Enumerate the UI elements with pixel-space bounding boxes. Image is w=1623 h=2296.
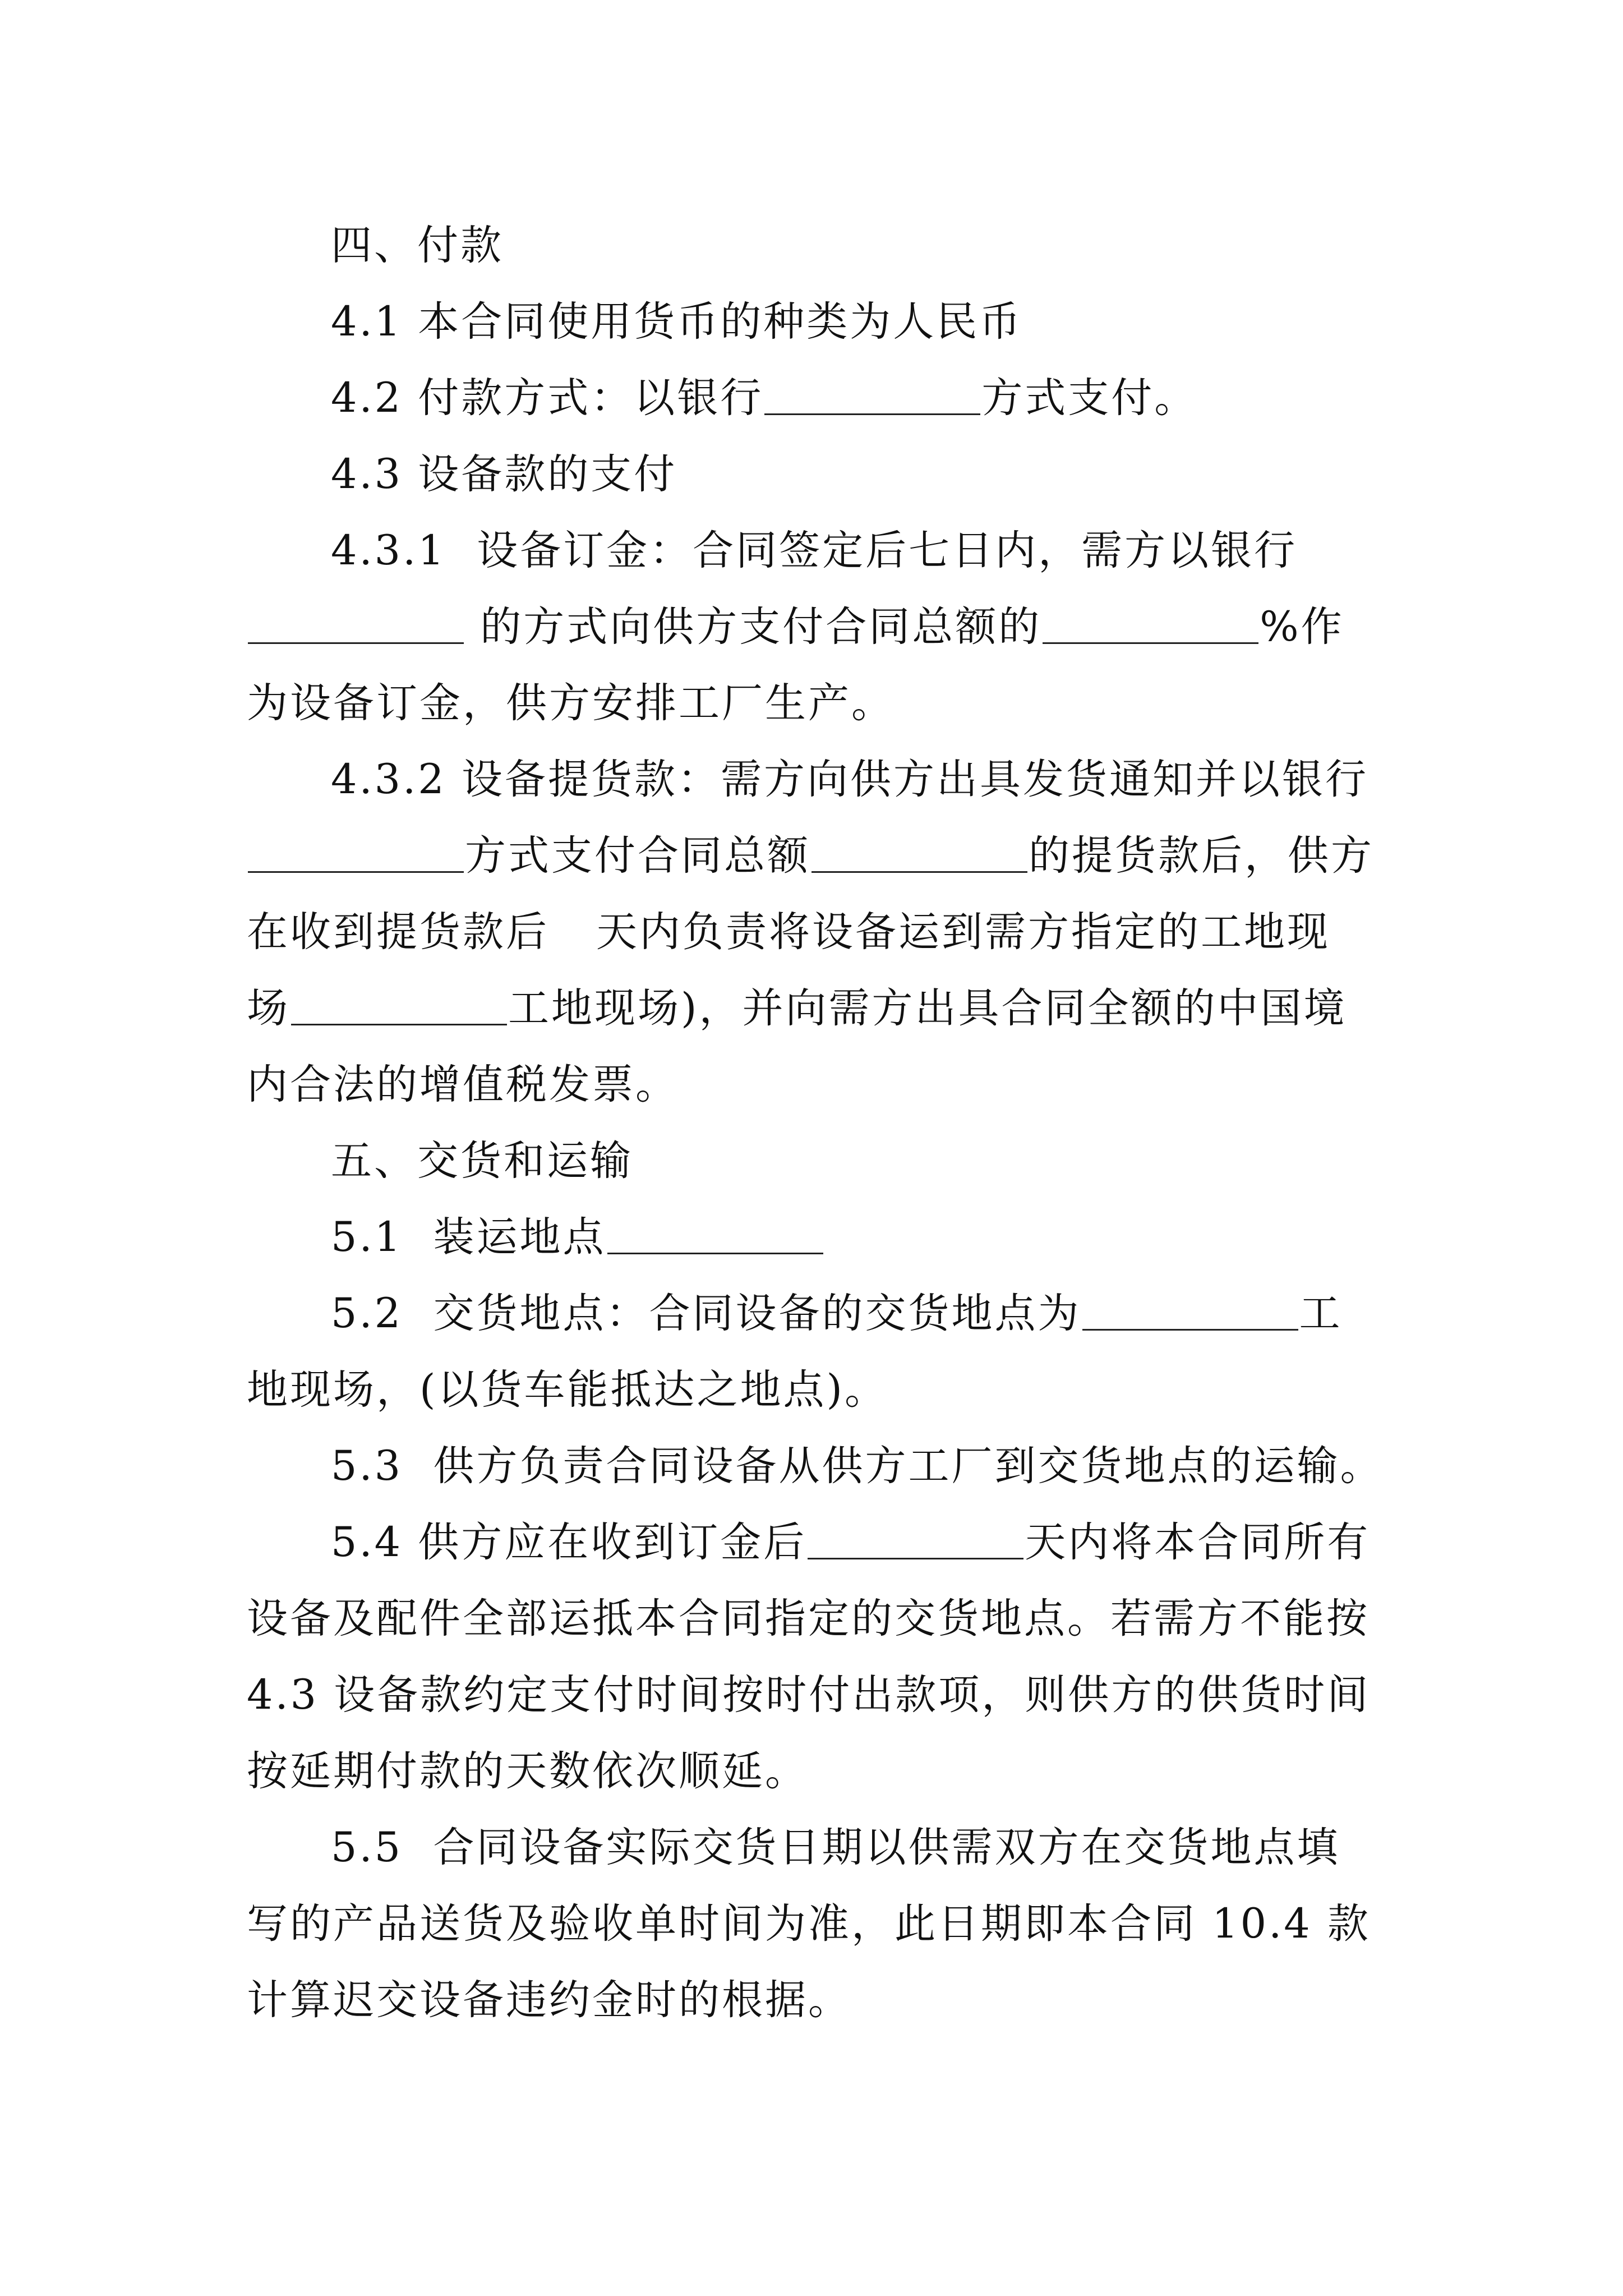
clause-5-1 xyxy=(247,1199,1385,1276)
clause-4-3-2-line5 xyxy=(247,1047,1385,1123)
fill-blank xyxy=(248,641,464,644)
clause-5-4-line2 xyxy=(247,1581,1385,1657)
clause-5-2-line2 xyxy=(247,1352,1385,1428)
clause-text: 设备及配件全部运抵本合同指定的交货地点。若需方不能按 xyxy=(247,1595,1370,1642)
fill-blank xyxy=(1043,641,1258,644)
clause-text: 天内负责将设备运到需方指定的工地现 xyxy=(596,908,1330,956)
clause-4-3-1-line3 xyxy=(247,665,1385,742)
fill-blank xyxy=(248,869,464,873)
clause-5-4-line1 xyxy=(247,1504,1385,1581)
clause-5-4-line3 xyxy=(247,1657,1385,1733)
clause-text: 工地现场)，并向需方出具合同全额的中国境 xyxy=(508,984,1347,1032)
clause-4-1 xyxy=(247,284,1385,360)
clause-4-3-2-line4 xyxy=(247,970,1385,1047)
clause-text: 天内将本合同所有 xyxy=(1025,1519,1371,1566)
heading-text: 五、交货和运输 xyxy=(331,1137,633,1185)
clause-text: 4.3 设备款约定支付时间按时付出款项，则供方的供货时间 xyxy=(247,1671,1371,1719)
clause-text: %作 xyxy=(1260,603,1344,651)
clause-4-3-2-line1 xyxy=(247,742,1385,818)
clause-text: 4.3.1 设备订金：合同签定后七日内，需方以银行 xyxy=(331,527,1298,574)
clause-5-5-line1 xyxy=(247,1810,1385,1886)
clause-4-3-2-line3 xyxy=(247,894,1385,970)
clause-text: 5.3 供方负责合同设备从供方工厂到交货地点的运输。 xyxy=(331,1442,1384,1490)
clause-4-3-1-line1 xyxy=(247,513,1385,589)
clause-text: 计算迟交设备违约金时的根据。 xyxy=(247,1976,851,2024)
clause-5-5-line3 xyxy=(247,1962,1385,2039)
clause-5-4-line4 xyxy=(247,1733,1385,1810)
clause-text: 的方式向供方支付合同总额的 xyxy=(465,603,1042,651)
clause-4-3-2-line2 xyxy=(247,818,1385,894)
heading-text: 四、付款 xyxy=(331,222,504,269)
clause-5-2-line1 xyxy=(247,1276,1385,1352)
clause-text: 4.2 付款方式：以银行 xyxy=(331,374,764,422)
section-heading-delivery xyxy=(247,1123,1385,1199)
clause-text: 5.2 交货地点：合同设备的交货地点为 xyxy=(331,1290,1081,1337)
section-heading-payment xyxy=(247,208,1385,284)
clause-5-3 xyxy=(247,1428,1385,1504)
clause-text: 5.1 装运地点 xyxy=(331,1213,606,1261)
clause-text: 按延期付款的天数依次顺延。 xyxy=(247,1747,808,1795)
clause-4-3-1-line2 xyxy=(247,589,1385,665)
fill-blank xyxy=(808,1556,1023,1559)
fill-blank xyxy=(811,869,1027,873)
fill-blank xyxy=(607,1251,823,1254)
clause-text: 场 xyxy=(247,984,290,1032)
clause-text: 4.3 设备款的支付 xyxy=(331,450,677,498)
clause-text: 的提货款后，供方 xyxy=(1029,832,1374,880)
clause-text: 5.5 合同设备实际交货日期以供需双方在交货地点填 xyxy=(331,1824,1340,1871)
fill-blank xyxy=(550,947,595,949)
clause-text: 在收到提货款后 xyxy=(247,908,549,956)
fill-blank xyxy=(764,412,980,415)
clause-text: 方式支付合同总额 xyxy=(465,832,810,880)
clause-text: 方式支付。 xyxy=(981,374,1198,422)
contract-text xyxy=(247,208,1385,2039)
fill-blank xyxy=(1082,1327,1298,1331)
clause-text: 内合法的增值税发票。 xyxy=(247,1061,679,1108)
clause-text: 4.3.2 设备提货款：需方向供方出具发货通知并以银行 xyxy=(331,756,1368,803)
clause-text: 地现场，(以货车能抵达之地点)。 xyxy=(247,1366,888,1414)
clause-text: 工 xyxy=(1299,1290,1343,1337)
clause-4-2 xyxy=(247,360,1385,436)
clause-text: 为设备订金，供方安排工厂生产。 xyxy=(247,679,895,727)
clause-4-3 xyxy=(247,436,1385,513)
clause-text: 4.1 本合同使用货币的种类为人民币 xyxy=(331,298,1023,346)
clause-text: 写的产品送货及验收单时间为准，此日期即本合同 10.4 款 xyxy=(247,1900,1371,1948)
clause-5-5-line2 xyxy=(247,1886,1385,1962)
fill-blank xyxy=(291,1022,507,1025)
clause-text: 5.4 供方应在收到订金后 xyxy=(331,1519,807,1566)
